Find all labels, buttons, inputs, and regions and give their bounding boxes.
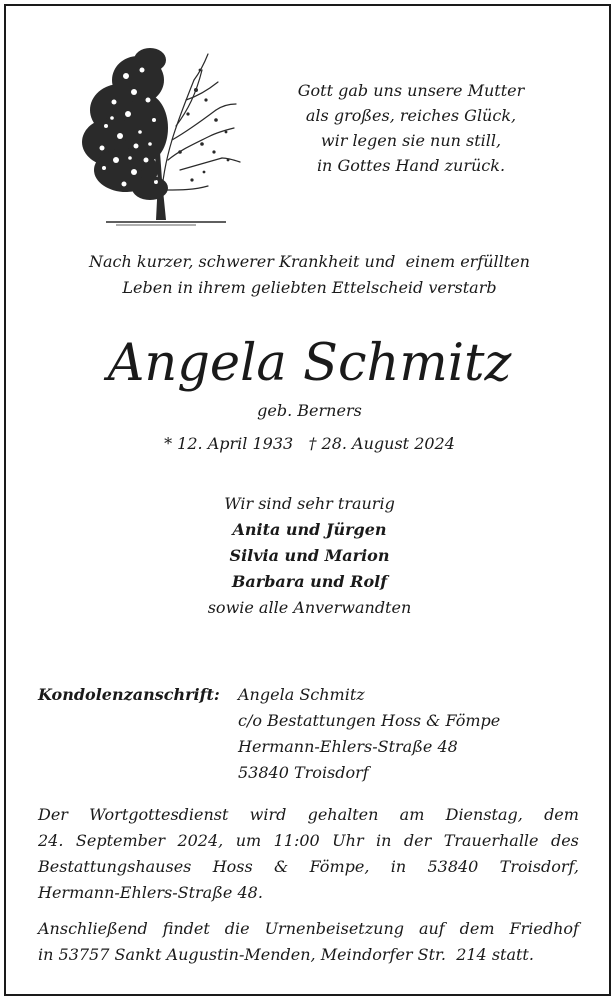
service-line xyxy=(38,802,579,828)
mourner-name: Silvia und Marion xyxy=(229,546,390,565)
word: wird xyxy=(249,805,287,824)
service-line: Hermann-Ehlers-Straße 48. xyxy=(38,883,263,902)
word: Wortgottesdienst xyxy=(89,805,229,824)
word: Dienstag, xyxy=(445,805,523,824)
word: die xyxy=(224,919,250,938)
condolence-address xyxy=(38,682,578,786)
service-line xyxy=(38,828,579,854)
word: dem xyxy=(459,919,495,938)
word: September xyxy=(75,831,165,850)
burial-line xyxy=(38,916,579,942)
mourner-name: Anita und Jürgen xyxy=(232,520,387,539)
word: Friedhof xyxy=(509,919,579,938)
poem-line: in Gottes Hand zurück. xyxy=(316,156,506,175)
word: Troisdorf, xyxy=(499,857,579,876)
word: in xyxy=(390,857,407,876)
poem-line: als großes, reiches Glück, xyxy=(305,106,517,125)
mourners xyxy=(6,491,613,621)
poem-line: Gott gab uns unsere Mutter xyxy=(297,81,525,100)
word: in xyxy=(376,831,392,850)
service-line xyxy=(38,854,579,880)
condolence-label: Kondolenzanschrift: xyxy=(38,685,220,704)
condolence-line: 53840 Troisdorf xyxy=(238,763,369,782)
condolence-line: Hermann-Ehlers-Straße 48 xyxy=(238,737,458,756)
word: Bestattungshauses xyxy=(38,857,192,876)
maiden-name: geb. Berners xyxy=(257,401,362,420)
condolence-line: c/o Bestattungen Hoss & Fömpe xyxy=(238,711,501,730)
mourner-name: Barbara und Rolf xyxy=(231,572,388,591)
word: 24. xyxy=(38,831,64,850)
word: & xyxy=(274,857,289,876)
burial-paragraph xyxy=(38,916,579,968)
word: 11:00 xyxy=(273,831,320,850)
word: Hoss xyxy=(212,857,253,876)
obituary-notice xyxy=(4,4,611,996)
mourners-closing: sowie alle Anverwandten xyxy=(207,598,412,617)
mourners-intro: Wir sind sehr traurig xyxy=(224,494,395,513)
word: Der xyxy=(38,805,68,824)
word: Uhr xyxy=(332,831,364,850)
deceased-name: Angela Schmitz xyxy=(107,334,512,393)
word: Urnenbeisetzung xyxy=(264,919,404,938)
word: Fömpe, xyxy=(309,857,370,876)
condolence-line: Angela Schmitz xyxy=(238,685,365,704)
intro-text xyxy=(26,249,593,301)
service-paragraph xyxy=(38,802,579,906)
word: 2024, xyxy=(177,831,224,850)
word: Trauerhalle xyxy=(443,831,539,850)
condolence-first-row xyxy=(38,682,578,708)
word: 53840 xyxy=(427,857,479,876)
word: der xyxy=(403,831,432,850)
burial-line: in 53757 Sankt Augustin-Menden, Meindorfer Str. 214 statt. xyxy=(38,945,534,964)
life-dates: * 12. April 1933 † 28. August 2024 xyxy=(164,434,455,453)
word: auf xyxy=(418,919,445,938)
word: des xyxy=(550,831,579,850)
word: Anschließend xyxy=(38,919,148,938)
intro-line: Leben in ihrem geliebten Ettelscheid verstarb xyxy=(122,278,497,297)
poem xyxy=(256,78,566,178)
word: am xyxy=(399,805,425,824)
intro-line: Nach kurzer, schwerer Krankheit und einem erfüllten xyxy=(89,252,530,271)
word: um xyxy=(235,831,262,850)
word: findet xyxy=(162,919,210,938)
word: dem xyxy=(544,805,579,824)
poem-line: wir legen sie nun still, xyxy=(320,131,502,150)
tree-icon xyxy=(76,40,246,230)
word: gehalten xyxy=(307,805,379,824)
